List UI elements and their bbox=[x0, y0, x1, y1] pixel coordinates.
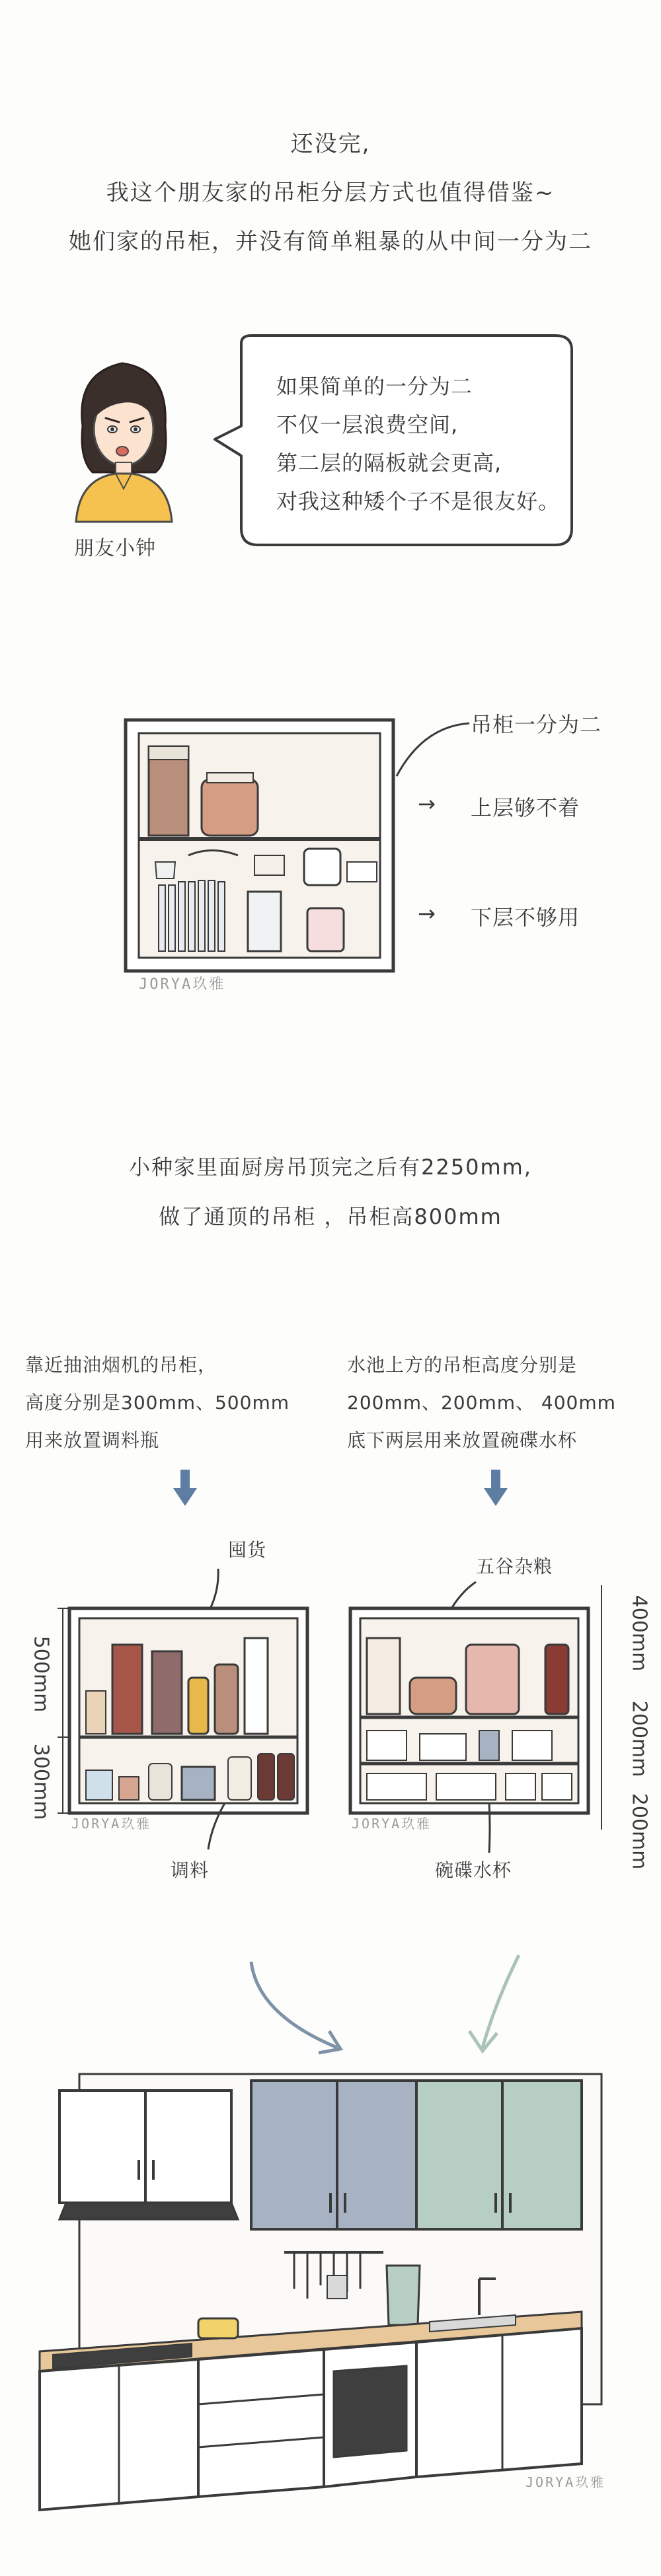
middle-line-2: 做了通顶的吊柜 ，吊柜高800mm bbox=[159, 1204, 502, 1229]
dim-300mm: 300mm bbox=[29, 1743, 53, 1820]
dim-400mm: 400mm bbox=[627, 1594, 651, 1672]
bubble-line-2: 不仅一层浪费空间, bbox=[276, 412, 459, 437]
arrow-right-icon: → bbox=[418, 901, 436, 926]
dim-200mm-bottom: 200mm bbox=[627, 1793, 651, 1870]
intro-line-2: 我这个朋友家的吊柜分层方式也值得借鉴~ bbox=[106, 180, 555, 206]
arrow-right-icon: → bbox=[418, 791, 436, 816]
watermark-kitchen: JORYA玖雅 bbox=[525, 2474, 606, 2490]
left-col-line-1: 靠近抽油烟机的吊柜， bbox=[25, 1354, 217, 1376]
label-upper-unreachable: 上层够不着 bbox=[471, 795, 580, 820]
curved-arrow-icon bbox=[238, 1955, 357, 2067]
label-seasoning: 调料 bbox=[171, 1859, 210, 1881]
watermark-diagram-1: JORYA玖雅 bbox=[139, 976, 226, 993]
label-stockpile: 囤货 bbox=[228, 1539, 267, 1561]
bubble-line-4: 对我这种矮个子不是很友好。 bbox=[276, 489, 561, 514]
dim-500mm: 500mm bbox=[29, 1635, 53, 1713]
right-dimension-line bbox=[595, 1582, 608, 1833]
bubble-line-3: 第二层的隔板就会更高, bbox=[276, 450, 502, 476]
label-lower-insufficient: 下层不够用 bbox=[471, 905, 580, 930]
intro-line-1: 还没完, bbox=[290, 131, 371, 157]
watermark-left-cabinet: JORYA玖雅 bbox=[71, 1816, 152, 1832]
label-grains: 五谷杂粮 bbox=[476, 1556, 553, 1577]
friend-avatar-illustration bbox=[56, 347, 188, 525]
right-cabinet-illustration bbox=[347, 1605, 592, 1816]
seasoning-pointer bbox=[192, 1800, 231, 1859]
dishes-pointer bbox=[476, 1800, 502, 1859]
curved-arrow-icon bbox=[456, 1949, 529, 2067]
left-cabinet-illustration bbox=[66, 1605, 311, 1816]
left-col-line-2: 高度分别是300mm、500mm bbox=[25, 1392, 290, 1413]
label-split-in-two: 吊柜一分为二 bbox=[471, 712, 602, 737]
split-label-pointer bbox=[370, 713, 476, 793]
left-col-line-3: 用来放置调料瓶 bbox=[25, 1429, 160, 1451]
right-col-line-1: 水池上方的吊柜高度分别是 bbox=[347, 1354, 578, 1376]
watermark-right-cabinet: JORYA玖雅 bbox=[352, 1816, 432, 1832]
right-col-line-3: 底下两层用来放置碗碟水杯 bbox=[347, 1429, 578, 1451]
left-dimension-line bbox=[56, 1605, 69, 1816]
intro-line-3: 她们家的吊柜，并没有简单粗暴的从中间一分为二 bbox=[69, 229, 592, 255]
middle-line-1: 小种家里面厨房吊顶完之后有2250mm, bbox=[129, 1155, 532, 1180]
kitchen-illustration bbox=[40, 2061, 635, 2510]
dim-200mm-middle: 200mm bbox=[627, 1700, 651, 1777]
right-col-line-2: 200mm、200mm、 400mm bbox=[347, 1392, 616, 1413]
character-name: 朋友小钟 bbox=[74, 537, 156, 560]
split-cabinet-illustration bbox=[122, 717, 400, 978]
bubble-line-1: 如果简单的一分为二 bbox=[276, 374, 473, 399]
speech-bubble bbox=[212, 330, 582, 555]
down-arrow-icon bbox=[483, 1470, 509, 1509]
label-dishes-cups: 碗碟水杯 bbox=[435, 1859, 512, 1881]
down-arrow-icon bbox=[172, 1470, 198, 1509]
